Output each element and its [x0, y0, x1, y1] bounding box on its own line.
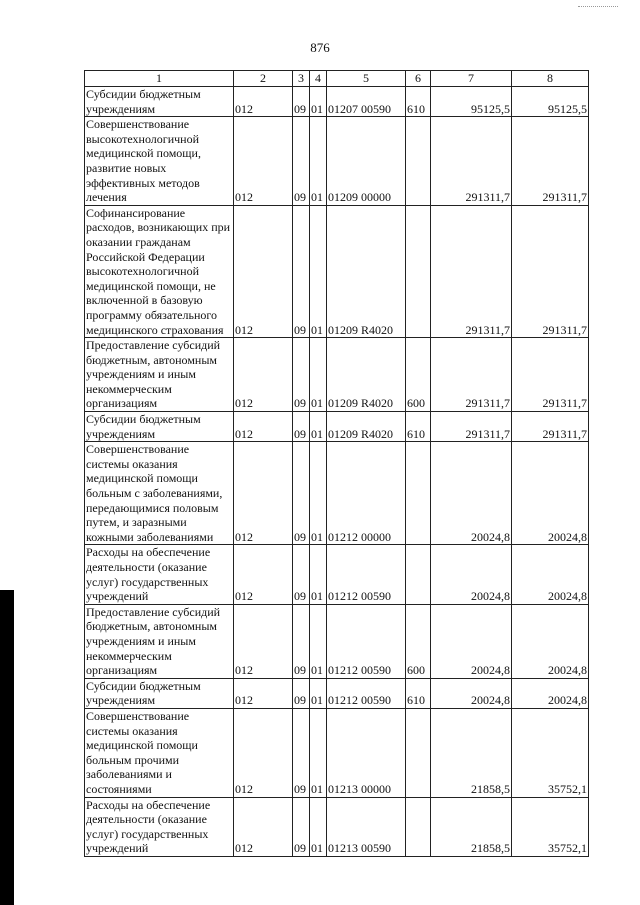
row-section: 09 — [293, 412, 310, 442]
row-subsection: 01 — [310, 205, 327, 337]
row-expense-type — [406, 797, 431, 856]
row-subsection: 01 — [310, 797, 327, 856]
header-col-5: 5 — [327, 71, 406, 87]
row-amount-year2: 95125,5 — [512, 87, 589, 117]
row-amount-year2: 291311,7 — [512, 338, 589, 412]
row-amount-year1: 20024,8 — [431, 678, 512, 708]
row-amount-year1: 291311,7 — [431, 117, 512, 206]
row-amount-year2: 20024,8 — [512, 442, 589, 545]
row-section: 09 — [293, 338, 310, 412]
row-name: Субсидии бюджетным учреждениям — [85, 87, 234, 117]
row-amount-year2: 291311,7 — [512, 205, 589, 337]
row-admin-code: 012 — [234, 412, 293, 442]
row-admin-code: 012 — [234, 205, 293, 337]
row-admin-code: 012 — [234, 678, 293, 708]
row-section: 09 — [293, 708, 310, 797]
row-subsection: 01 — [310, 604, 327, 678]
row-expense-type — [406, 117, 431, 206]
row-target-article: 01209 R4020 — [327, 412, 406, 442]
row-expense-type: 610 — [406, 412, 431, 442]
row-section: 09 — [293, 545, 310, 604]
row-amount-year1: 291311,7 — [431, 412, 512, 442]
row-expense-type — [406, 708, 431, 797]
row-amount-year1: 20024,8 — [431, 545, 512, 604]
row-section: 09 — [293, 205, 310, 337]
row-subsection: 01 — [310, 708, 327, 797]
row-expense-type: 600 — [406, 604, 431, 678]
row-amount-year1: 95125,5 — [431, 87, 512, 117]
row-target-article: 01212 00000 — [327, 442, 406, 545]
table-row — [85, 442, 589, 545]
row-admin-code: 012 — [234, 87, 293, 117]
table-row — [85, 678, 589, 708]
row-admin-code: 012 — [234, 708, 293, 797]
row-target-article: 01213 00000 — [327, 708, 406, 797]
row-expense-type — [406, 205, 431, 337]
row-target-article: 01212 00590 — [327, 545, 406, 604]
row-target-article: 01212 00590 — [327, 678, 406, 708]
header-col-7: 7 — [431, 71, 512, 87]
row-target-article: 01207 00590 — [327, 87, 406, 117]
row-amount-year1: 20024,8 — [431, 442, 512, 545]
row-expense-type: 600 — [406, 338, 431, 412]
row-subsection: 01 — [310, 412, 327, 442]
row-amount-year1: 20024,8 — [431, 604, 512, 678]
row-section: 09 — [293, 604, 310, 678]
header-col-3: 3 — [293, 71, 310, 87]
row-target-article: 01213 00590 — [327, 797, 406, 856]
row-section: 09 — [293, 797, 310, 856]
row-admin-code: 012 — [234, 117, 293, 206]
row-target-article: 01209 R4020 — [327, 205, 406, 337]
row-admin-code: 012 — [234, 442, 293, 545]
row-admin-code: 012 — [234, 797, 293, 856]
row-name: Расходы на обеспечение деятельности (оказание услуг) государственных учреждений — [85, 545, 234, 604]
row-amount-year2: 35752,1 — [512, 708, 589, 797]
row-subsection: 01 — [310, 87, 327, 117]
scan-edge-shadow — [0, 590, 14, 905]
header-col-2: 2 — [234, 71, 293, 87]
row-amount-year1: 21858,5 — [431, 708, 512, 797]
row-amount-year2: 291311,7 — [512, 117, 589, 206]
header-col-8: 8 — [512, 71, 589, 87]
table-row — [85, 545, 589, 604]
budget-table — [84, 70, 589, 857]
table-row — [85, 604, 589, 678]
table-row — [85, 205, 589, 337]
row-subsection: 01 — [310, 338, 327, 412]
row-name: Совершенствование системы оказания медицинской помощи больным прочими заболеваниями и состояниями — [85, 708, 234, 797]
row-name: Предоставление субсидий бюджетным, автономным учреждениям и иным некоммерческим организациям — [85, 604, 234, 678]
header-col-6: 6 — [406, 71, 431, 87]
header-col-1: 1 — [85, 71, 234, 87]
table-row — [85, 708, 589, 797]
row-name: Совершенствование высокотехнологичной медицинской помощи, развитие новых эффективных методов лечения — [85, 117, 234, 206]
row-expense-type — [406, 545, 431, 604]
row-name: Предоставление субсидий бюджетным, автономным учреждениям и иным некоммерческим организациям — [85, 338, 234, 412]
table-row — [85, 412, 589, 442]
table-row — [85, 797, 589, 856]
row-target-article: 01212 00590 — [327, 604, 406, 678]
row-admin-code: 012 — [234, 338, 293, 412]
row-amount-year2: 291311,7 — [512, 412, 589, 442]
row-amount-year2: 20024,8 — [512, 604, 589, 678]
table-row — [85, 117, 589, 206]
row-target-article: 01209 00000 — [327, 117, 406, 206]
scan-marks — [578, 6, 618, 9]
row-amount-year1: 21858,5 — [431, 797, 512, 856]
row-section: 09 — [293, 117, 310, 206]
row-amount-year1: 291311,7 — [431, 338, 512, 412]
row-section: 09 — [293, 87, 310, 117]
row-amount-year2: 20024,8 — [512, 545, 589, 604]
row-amount-year2: 20024,8 — [512, 678, 589, 708]
row-subsection: 01 — [310, 678, 327, 708]
row-name: Расходы на обеспечение деятельности (оказание услуг) государственных учреждений — [85, 797, 234, 856]
table-body — [85, 87, 589, 857]
page-number: 876 — [310, 40, 330, 55]
row-name: Софинансирование расходов, возникающих при оказании гражданам Российской Федерации высокотехнологичной медицинской помощи, не включенной в базовую программу обязательного медицинского страхования — [85, 205, 234, 337]
row-name: Совершенствование системы оказания медицинской помощи больным с заболеваниями, передающимися половым путем, и заразными кожными заболеваниями — [85, 442, 234, 545]
table-row — [85, 338, 589, 412]
row-target-article: 01209 R4020 — [327, 338, 406, 412]
row-amount-year1: 291311,7 — [431, 205, 512, 337]
header-col-4: 4 — [310, 71, 327, 87]
header-row — [85, 71, 589, 87]
row-section: 09 — [293, 678, 310, 708]
row-section: 09 — [293, 442, 310, 545]
row-name: Субсидии бюджетным учреждениям — [85, 412, 234, 442]
row-expense-type: 610 — [406, 678, 431, 708]
row-subsection: 01 — [310, 442, 327, 545]
row-expense-type: 610 — [406, 87, 431, 117]
row-amount-year2: 35752,1 — [512, 797, 589, 856]
table-row — [85, 87, 589, 117]
row-subsection: 01 — [310, 117, 327, 206]
row-name: Субсидии бюджетным учреждениям — [85, 678, 234, 708]
row-admin-code: 012 — [234, 604, 293, 678]
row-subsection: 01 — [310, 545, 327, 604]
row-admin-code: 012 — [234, 545, 293, 604]
row-expense-type — [406, 442, 431, 545]
